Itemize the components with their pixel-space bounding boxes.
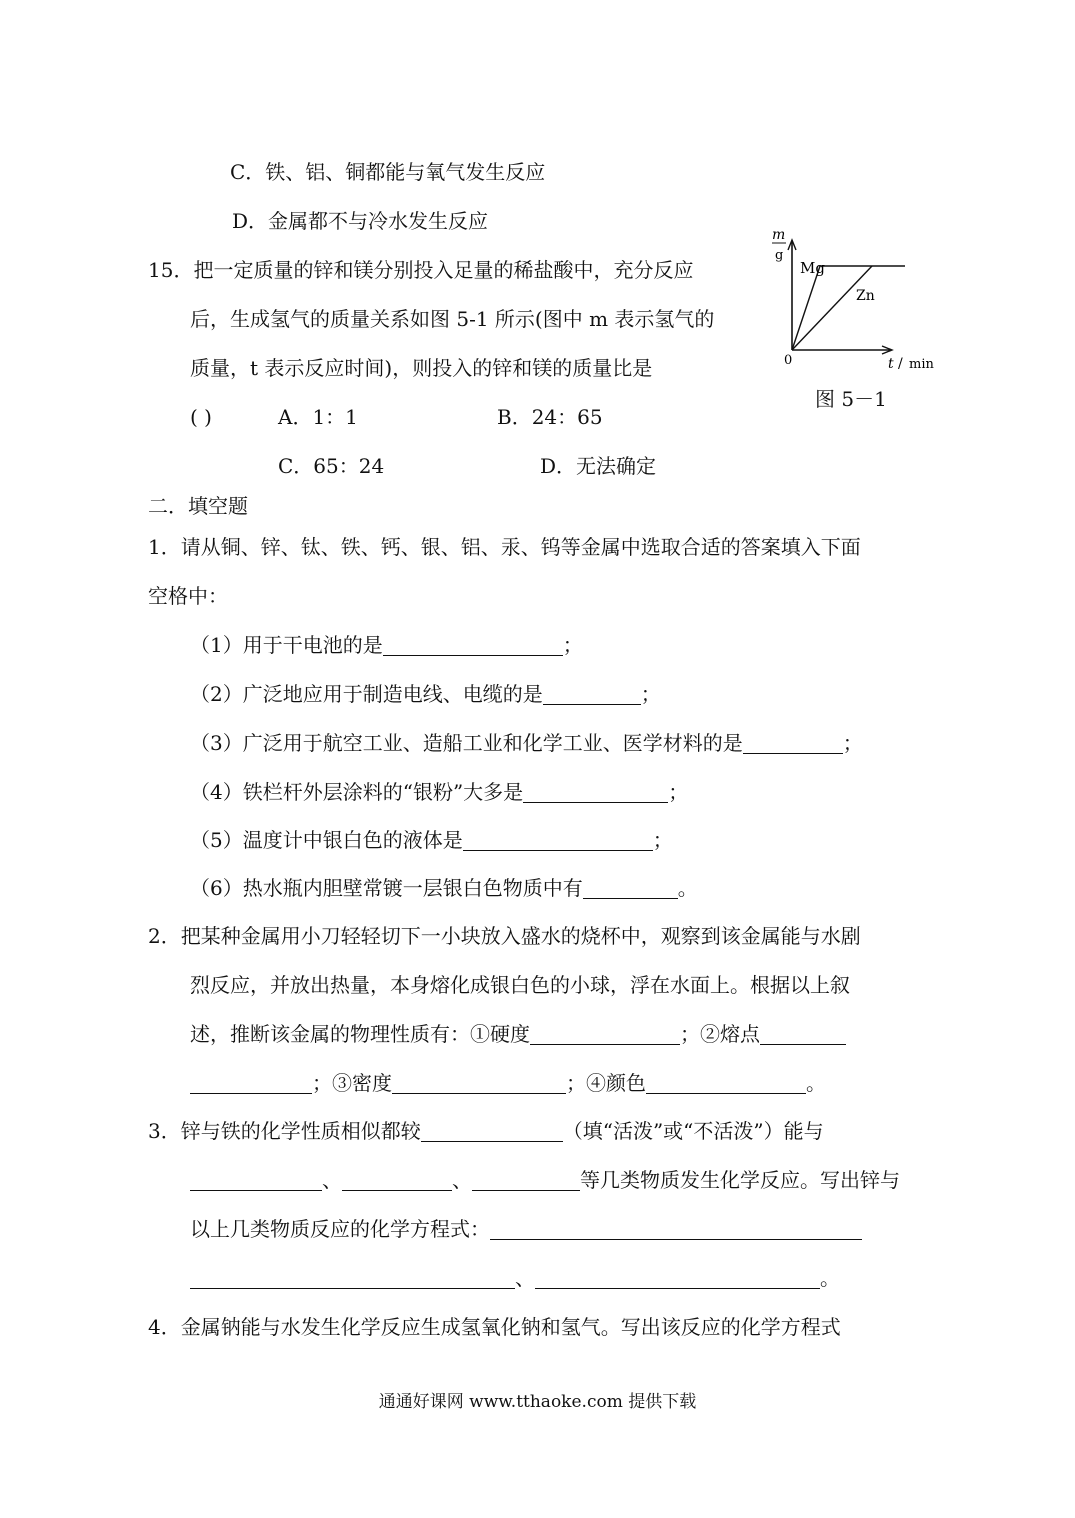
q15-option-c: C．65：24 xyxy=(278,454,385,478)
fq1-item-5 xyxy=(190,826,673,854)
fq2-line-3-text: 述，推断该金属的物理性质有：①硬度 xyxy=(190,1022,530,1046)
fq3-line-3-text: 以上几类物质反应的化学方程式： xyxy=(190,1217,490,1241)
fq1-item-1-end: ； xyxy=(562,633,583,657)
fq1-item-4 xyxy=(190,778,688,806)
fq2-line-2: 烈反应，并放出热量，本身熔化成银白色的小球，浮在水面上。根据以上叙 xyxy=(190,973,850,997)
fq3-line-4-sep: 、 xyxy=(515,1266,535,1290)
q14-option-d: D．金属都不与冷水发生反应 xyxy=(232,209,489,233)
fq3-line-1-text: 3．锌与铁的化学性质相似都较 xyxy=(148,1119,421,1143)
fq3-line-1 xyxy=(148,1117,824,1145)
series-label-zn: Zn xyxy=(856,288,875,304)
fq1-item-2-end: ； xyxy=(640,682,661,706)
fq1-line-1: 1．请从铜、锌、钛、铁、钙、银、铝、汞、钨等金属中选取合适的答案填入下面 xyxy=(148,535,861,559)
fq2-line-4 xyxy=(190,1069,826,1097)
q15-line-1: 15．把一定质量的锌和镁分别投入足量的稀盐酸中，充分反应 xyxy=(148,258,694,282)
fq1-blank-2[interactable] xyxy=(543,682,641,705)
fq1-item-1-text: （1）用于干电池的是 xyxy=(190,633,383,657)
fq1-item-6 xyxy=(190,874,698,902)
q15-line-3: 质量，t 表示反应时间)，则投入的锌和镁的质量比是 xyxy=(190,356,653,380)
series-line-mg xyxy=(792,266,820,350)
fq2-line-4-end: 。 xyxy=(806,1071,826,1095)
fq1-blank-5[interactable] xyxy=(463,828,653,851)
q15-answer-paren: ( ) xyxy=(190,405,212,429)
fq1-item-3-text: （3）广泛用于航空工业、造船工业和化学工业、医学材料的是 xyxy=(190,731,743,755)
figure-5-1 xyxy=(770,222,945,372)
fq1-blank-4[interactable] xyxy=(523,780,668,803)
q15-option-b: B．24：65 xyxy=(497,405,603,429)
fq3-blank-activity[interactable] xyxy=(421,1119,563,1142)
series-label-mg: Mg xyxy=(800,259,825,277)
fq3-sep-2: 、 xyxy=(452,1168,472,1192)
fq2-blank-color[interactable] xyxy=(646,1071,806,1094)
q15-option-a: A．1：1 xyxy=(278,405,358,429)
fq2-line-4-color: ；④颜色 xyxy=(566,1071,646,1095)
fq1-item-5-text: （5）温度计中银白色的液体是 xyxy=(190,828,463,852)
fq1-item-2 xyxy=(190,680,661,708)
fq3-sep-1: 、 xyxy=(322,1168,342,1192)
y-label-top: m xyxy=(772,227,786,243)
x-label-t: t xyxy=(888,356,894,372)
fq3-blank-class-1[interactable] xyxy=(190,1168,322,1191)
fq3-line-4 xyxy=(190,1264,840,1292)
figure-caption: 图 5－1 xyxy=(815,387,887,411)
fq1-line-2: 空格中： xyxy=(148,584,228,608)
fq3-blank-equation-1[interactable] xyxy=(490,1217,862,1240)
fq3-blank-class-3[interactable] xyxy=(472,1168,580,1191)
fq2-blank-melting-point-cont[interactable] xyxy=(190,1071,312,1094)
fq1-blank-6[interactable] xyxy=(583,876,678,899)
fq1-item-3-end: ； xyxy=(842,731,863,755)
fq3-line-4-end: 。 xyxy=(820,1266,840,1290)
q14-option-c: C．铁、铝、铜都能与氧气发生反应 xyxy=(230,160,546,184)
fq1-item-1 xyxy=(190,631,583,659)
fq1-item-5-end: ； xyxy=(652,828,673,852)
fq1-item-4-text: （4）铁栏杆外层涂料的“银粉”大多是 xyxy=(190,780,524,804)
x-label-slash: / xyxy=(898,356,903,372)
fq2-line-3-mid: ；②熔点 xyxy=(680,1022,760,1046)
fq2-line-1: 2．把某种金属用小刀轻轻切下一小块放入盛水的烧杯中，观察到该金属能与水剧 xyxy=(148,924,861,948)
fq3-line-2-rest: 等几类物质发生化学反应。写出锌与 xyxy=(580,1168,900,1192)
q15-line-2: 后，生成氢气的质量关系如图 5-1 所示(图中 m 表示氢气的 xyxy=(190,307,715,331)
fq1-blank-3[interactable] xyxy=(743,731,843,754)
q15-option-d: D．无法确定 xyxy=(540,454,657,478)
fq3-blank-equation-2[interactable] xyxy=(190,1266,515,1289)
x-label-unit: min xyxy=(909,357,934,372)
fq3-line-2 xyxy=(190,1166,900,1194)
footer: 通通好课网 www.tthaoke.com 提供下载 xyxy=(378,1392,697,1412)
fq1-item-2-text: （2）广泛地应用于制造电线、电缆的是 xyxy=(190,682,543,706)
origin-label: 0 xyxy=(784,353,793,368)
series-line-zn xyxy=(792,266,872,350)
fq3-line-1-rest: （填“活泼”或“不活泼”）能与 xyxy=(562,1119,824,1143)
section-title: 二．填空题 xyxy=(148,494,248,518)
fq2-line-4-density: ；③密度 xyxy=(312,1071,392,1095)
fq3-line-3 xyxy=(190,1215,862,1243)
fq4-line-1: 4．金属钠能与水发生化学反应生成氢氧化钠和氢气。写出该反应的化学方程式 xyxy=(148,1315,841,1339)
fq2-blank-hardness[interactable] xyxy=(530,1022,680,1045)
fq2-line-3 xyxy=(190,1020,846,1048)
fq2-blank-melting-point[interactable] xyxy=(760,1022,846,1045)
fq1-item-6-end: 。 xyxy=(677,876,698,900)
fq1-item-4-end: ； xyxy=(668,780,689,804)
fq3-blank-class-2[interactable] xyxy=(342,1168,452,1191)
fq3-blank-equation-3[interactable] xyxy=(535,1266,820,1289)
fq1-item-3 xyxy=(190,729,863,757)
fq1-item-6-text: （6）热水瓶内胆壁常镀一层银白色物质中有 xyxy=(190,876,583,900)
y-label-bottom: g xyxy=(775,248,784,263)
fq2-blank-density[interactable] xyxy=(392,1071,566,1094)
fq1-blank-1[interactable] xyxy=(383,633,563,656)
